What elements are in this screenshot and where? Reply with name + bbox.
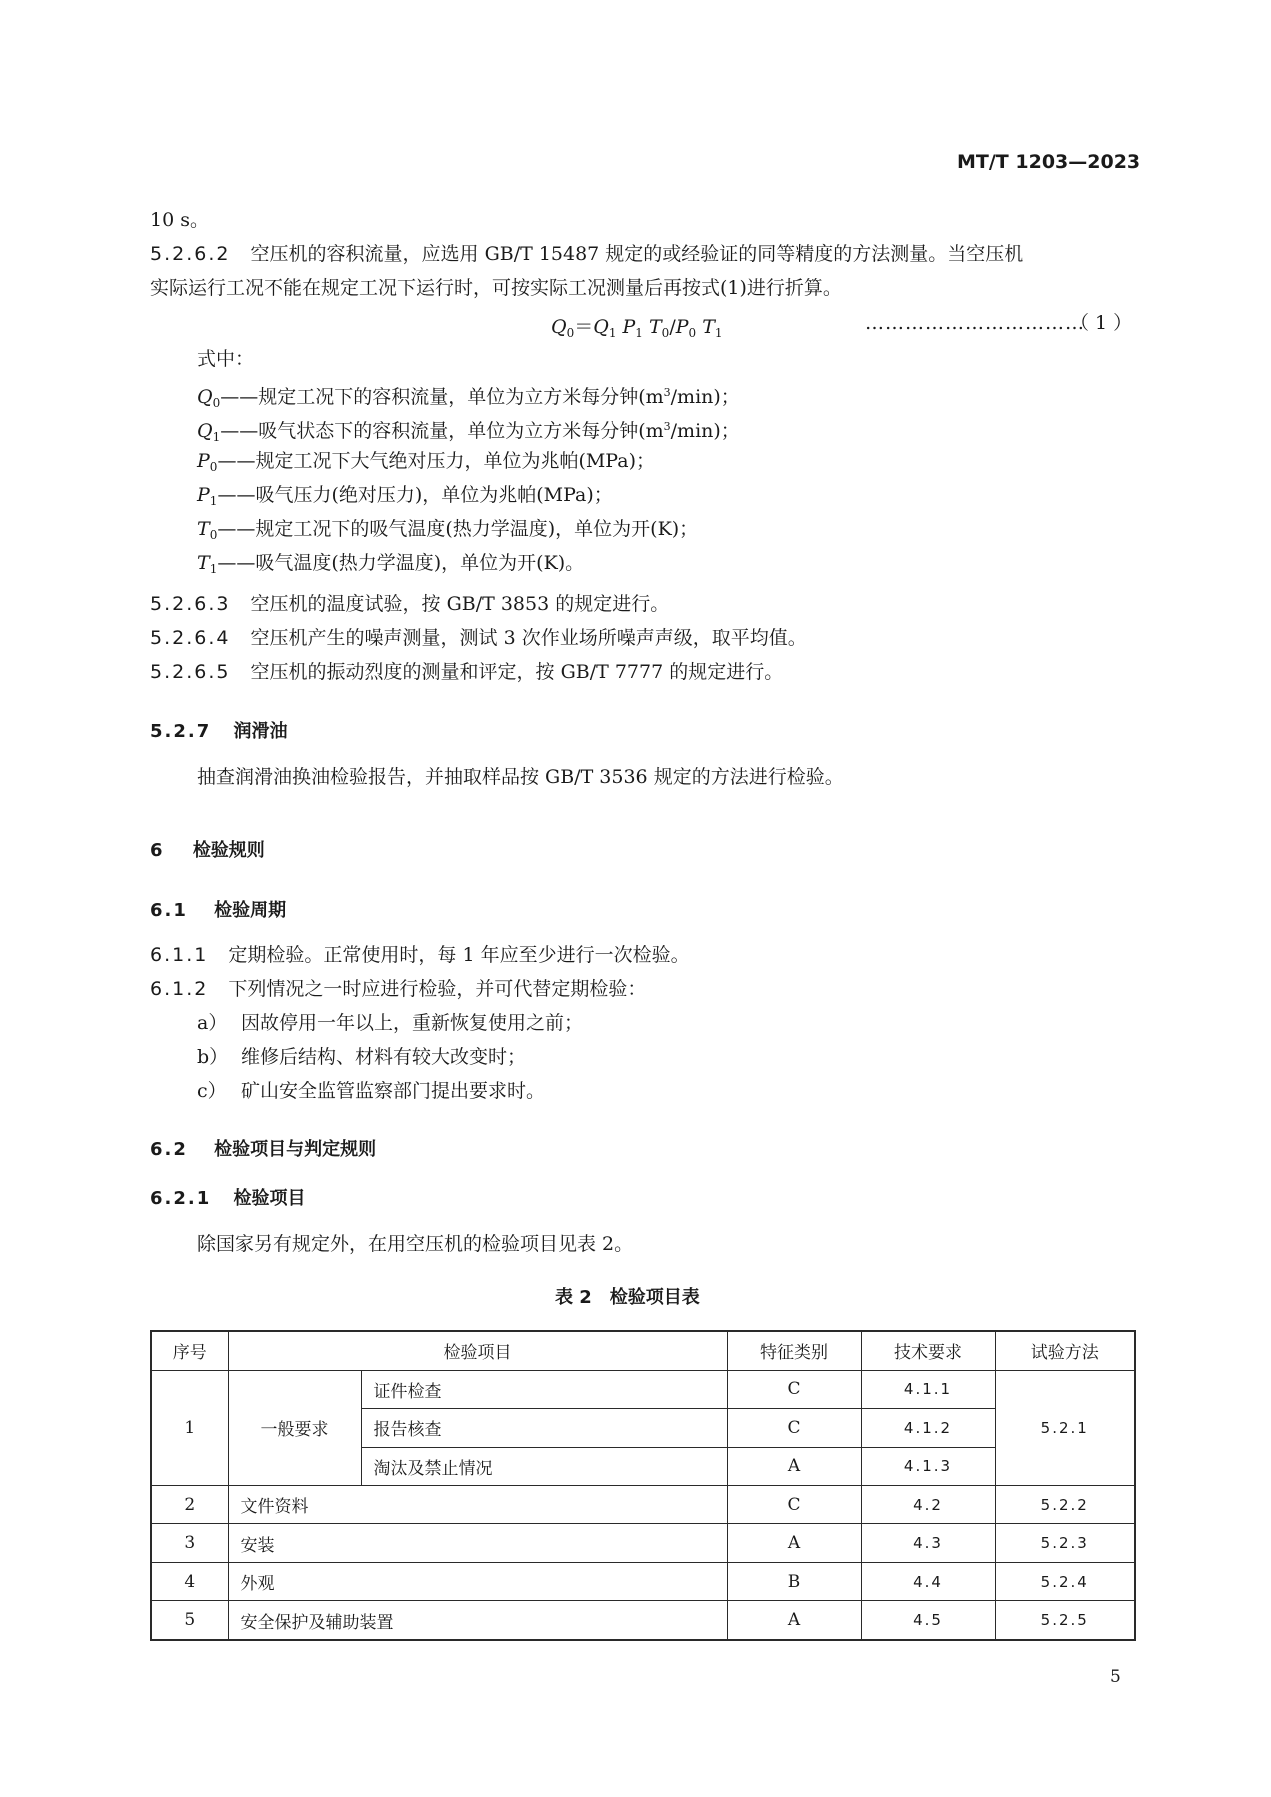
definition-text: ——吸气压力(绝对压力)，单位为兆帕(MPa)； (217, 484, 613, 506)
paragraph-5-2-7: 抽查润滑油换油检验报告，并抽取样品按 GB/T 3536 规定的方法进行检验。 (197, 766, 844, 788)
formula-slash: / (669, 316, 676, 338)
heading-6-2 (150, 1135, 376, 1161)
heading-number: 6.1 (150, 900, 188, 921)
header-item: 检验项目 (228, 1331, 727, 1370)
symbol-subscript: 0 (209, 460, 218, 474)
heading-text: 检验项目 (233, 1188, 306, 1209)
heading-number: 6.2 (150, 1139, 188, 1160)
unit-superscript: 3 (663, 386, 671, 399)
clause-6-1-1 (150, 938, 690, 972)
symbol-subscript: 0 (209, 528, 218, 542)
heading-6-1 (150, 896, 286, 922)
heading-text: 检验项目与判定规则 (214, 1139, 377, 1160)
cell-method: 5.2.5 (995, 1601, 1135, 1640)
cell-category: C (727, 1370, 861, 1408)
clause-number: 5.2.6.3 (150, 593, 231, 615)
definition-text: ——吸气状态下的容积流量，单位为立方米每分钟(m (220, 420, 664, 442)
formula-eq: ＝ (574, 316, 594, 338)
symbol-subscript: 1 (212, 430, 221, 444)
cell-category: A (727, 1447, 861, 1485)
table-row (151, 1601, 1135, 1640)
list-item (197, 1040, 526, 1074)
symbol: Q (197, 386, 213, 408)
cell-item: 报告核查 (361, 1409, 727, 1447)
definition-text: ——规定工况下大气绝对压力，单位为兆帕(MPa)； (217, 450, 655, 472)
header-method: 试验方法 (995, 1331, 1135, 1370)
symbol-subscript: 0 (212, 396, 221, 410)
cell-method: 5.2.2 (995, 1485, 1135, 1523)
heading-text: 检验周期 (214, 900, 287, 921)
cell-method: 5.2.4 (995, 1562, 1135, 1600)
heading-number: 5.2.7 (150, 721, 212, 742)
formula-sub: 0 (566, 326, 575, 340)
cell-item: 安全保护及辅助装置 (228, 1601, 727, 1640)
list-item (197, 1074, 545, 1108)
cell-item: 文件资料 (228, 1485, 727, 1523)
symbol-definition (197, 546, 584, 586)
symbol: Q (197, 420, 213, 442)
table-row (151, 1485, 1135, 1523)
cell-no: 1 (151, 1370, 228, 1485)
clause-number: 5.2.6.5 (150, 661, 231, 683)
clause-text: 定期检验。正常使用时，每 1 年应至少进行一次检验。 (228, 944, 690, 966)
clause-text: 空压机产生的噪声测量，测试 3 次作业场所噪声声级，取平均值。 (250, 627, 807, 649)
clause-6-1-2 (150, 972, 646, 1006)
clause-5-2-6-5 (150, 655, 783, 689)
formula-q1: Q (593, 316, 609, 338)
table-row (151, 1370, 1135, 1408)
formula-leader-dots: …………………………… (865, 312, 1085, 334)
formula-number: （ 1 ） (1070, 312, 1133, 334)
unit-superscript: 3 (663, 420, 671, 433)
cell-requirement: 4.1.2 (861, 1409, 995, 1447)
clause-text: 下列情况之一时应进行检验，并可代替定期检验： (228, 978, 647, 1000)
formula-sub: 0 (688, 326, 697, 340)
paragraph-6-2-1: 除国家另有规定外，在用空压机的检验项目见表 2。 (197, 1233, 634, 1255)
formula-t1: T (702, 316, 715, 338)
list-marker: c） (197, 1080, 227, 1102)
heading-6-2-1 (150, 1184, 306, 1210)
heading-5-2-7 (150, 717, 288, 743)
cell-requirement: 4.4 (861, 1562, 995, 1600)
clause-text: 空压机的容积流量，应选用 GB/T 15487 规定的或经验证的同等精度的方法测量。当空压机 (250, 243, 1024, 265)
cell-category: A (727, 1524, 861, 1562)
cell-method: 5.2.3 (995, 1524, 1135, 1562)
cell-no: 2 (151, 1485, 228, 1523)
list-item (197, 1006, 583, 1040)
heading-text: 检验规则 (192, 840, 265, 861)
symbol: P (197, 484, 210, 506)
list-text: 矿山安全监管监察部门提出要求时。 (241, 1080, 546, 1102)
cell-category: C (727, 1485, 861, 1523)
clause-number: 6.1.1 (150, 944, 209, 966)
cell-item: 安装 (228, 1524, 727, 1562)
continuation-text: 10 s。 (150, 209, 209, 231)
table-header-row (151, 1331, 1135, 1370)
heading-text: 润滑油 (233, 721, 288, 742)
definition-tail: /min)； (670, 420, 740, 442)
standard-number: MT/T 1203—2023 (957, 151, 1141, 173)
clause-text: 空压机的温度试验，按 GB/T 3853 的规定进行。 (250, 593, 670, 615)
clause-5-2-6-2-cont: 实际运行工况不能在规定工况下运行时，可按实际工况测量后再按式(1)进行折算。 (150, 277, 842, 299)
table-row (151, 1524, 1135, 1562)
symbol-subscript: 1 (209, 494, 218, 508)
definition-tail: /min)； (670, 386, 740, 408)
formula-sub: 1 (608, 326, 617, 340)
clause-5-2-6-2 (150, 237, 1023, 271)
list-marker: a） (197, 1012, 228, 1034)
page-number: 5 (1110, 1667, 1121, 1687)
cell-requirement: 4.2 (861, 1485, 995, 1523)
symbol: T (197, 552, 210, 574)
cell-no: 3 (151, 1524, 228, 1562)
table-row (151, 1562, 1135, 1600)
symbol: T (197, 518, 210, 540)
cell-no: 4 (151, 1562, 228, 1600)
cell-requirement: 4.1.1 (861, 1370, 995, 1408)
cell-requirement: 4.5 (861, 1601, 995, 1640)
cell-method: 5.2.1 (995, 1370, 1135, 1485)
cell-category: A (727, 1601, 861, 1640)
formula-p0: P (675, 316, 689, 338)
cell-category: C (727, 1409, 861, 1447)
cell-category: B (727, 1562, 861, 1600)
symbol: P (197, 450, 210, 472)
header-category: 特征类别 (727, 1331, 861, 1370)
inspection-items-table (150, 1330, 1134, 1641)
list-marker: b） (197, 1046, 229, 1068)
definition-text: ——规定工况下的吸气温度(热力学温度)，单位为开(K)； (217, 518, 699, 540)
cell-requirement: 4.3 (861, 1524, 995, 1562)
header-no: 序号 (151, 1331, 228, 1370)
formula (551, 310, 723, 350)
formula-q0: Q (551, 316, 567, 338)
definition-text: ——吸气温度(热力学温度)，单位为开(K)。 (217, 552, 585, 574)
cell-requirement: 4.1.3 (861, 1447, 995, 1485)
clause-text: 空压机的振动烈度的测量和评定，按 GB/T 7777 的规定进行。 (250, 661, 784, 683)
clause-number: 5.2.6.4 (150, 627, 231, 649)
heading-number: 6.2.1 (150, 1188, 212, 1209)
heading-6 (150, 836, 265, 862)
cell-item: 证件检查 (361, 1370, 727, 1408)
cell-no: 5 (151, 1601, 228, 1640)
clause-5-2-6-3 (150, 587, 669, 621)
formula-t0: T (648, 316, 662, 338)
clause-5-2-6-4 (150, 621, 807, 655)
definition-text: ——规定工况下的容积流量，单位为立方米每分钟(m (220, 386, 664, 408)
table-caption: 表 2 检验项目表 (555, 1287, 700, 1308)
formula-sub: 1 (714, 326, 723, 340)
formula-p1: P (622, 316, 636, 338)
cell-item: 淘汰及禁止情况 (361, 1447, 727, 1485)
formula-sub: 0 (661, 326, 670, 340)
list-text: 维修后结构、材料有较大改变时； (241, 1046, 527, 1068)
cell-item: 外观 (228, 1562, 727, 1600)
where-label: 式中： (197, 348, 255, 370)
symbol-subscript: 1 (209, 562, 218, 576)
clause-number: 6.1.2 (150, 978, 209, 1000)
clause-number: 5.2.6.2 (150, 243, 231, 265)
cell-group-name: 一般要求 (228, 1370, 361, 1485)
header-requirement: 技术要求 (861, 1331, 995, 1370)
formula-sub: 1 (635, 326, 643, 340)
heading-number: 6 (150, 840, 163, 861)
list-text: 因故停用一年以上，重新恢复使用之前； (241, 1012, 584, 1034)
